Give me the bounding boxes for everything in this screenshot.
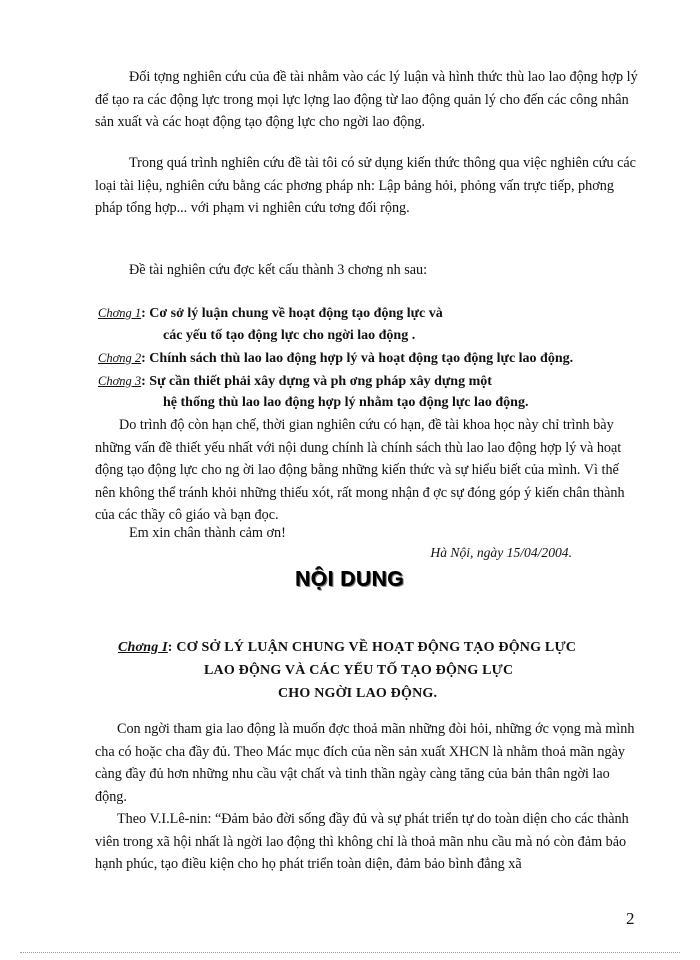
chapter-1-summary-cont: các yếu tố tạo động lực cho ngời lao động . xyxy=(163,328,416,343)
page-number: 2 xyxy=(626,909,635,928)
chapter-2-title: : Chính sách thù lao lao động hợp lý và hoạt động tạo động lực lao động. xyxy=(141,351,574,366)
chapter-1-summary xyxy=(98,302,443,326)
chapter-1-title: : Cơ sở lý luận chung về hoạt động tạo động lực và xyxy=(141,306,443,321)
chapter-3-summary xyxy=(98,370,492,394)
chapter-1-label: Chơng 1 xyxy=(98,306,142,320)
structure-intro: Đề tài nghiên cứu đợc kết cấu thành 3 chơng nh sau: xyxy=(129,262,428,278)
chapter-1-heading-line-3: CHO NGỜI LAO ĐỘNG. xyxy=(278,686,438,701)
chapter-1-heading-line-1 xyxy=(118,636,576,659)
chapter-3-title: : Sự cần thiết phải xây dựng và ph ơng pháp xây dựng một xyxy=(141,374,492,389)
intro-paragraph-2: Trong quá trình nghiên cứu đề tài tôi có sử dụng kiến thức thông qua việc nghiên cứu các loại tài liệu, nghiên cứu bằng các phơng pháp nh: Lập bảng hỏi, phỏng vấn trực tiếp, phơng pháp tổng hợp... với phạm vi nghiên cứu tơng đối rộng. xyxy=(95,155,636,217)
body-paragraph-1: Con ngời tham gia lao động là muốn đợc thoả mãn những đòi hỏi, những ớc vọng mà mình cha có hoặc cha đầy đủ. Theo Mác mục đích của nền sản xuất XHCN là nhằm thoả mãn ngày càng đầy đủ hơn những nhu cầu vật chất và tinh thần ngày càng tăng của bản thân ngời lao động. xyxy=(95,721,635,805)
chapter-2-summary xyxy=(98,347,573,371)
main-heading: NỘI DUNG xyxy=(295,568,405,591)
chapter-2-label: Chơng 2 xyxy=(98,351,142,365)
chapter-1-heading-line-2: LAO ĐỘNG VÀ CÁC YẾU TỐ TẠO ĐỘNG LỰC xyxy=(204,663,514,678)
intro-paragraph-1: Đối tợng nghiên cứu của đề tài nhằm vào các lý luận và hình thức thù lao lao động hợp lý để tạo ra các động lực trong mọi lực lợng lao động từ lao động quản lý cho đến các công nhân sản xuất và các hoạt động tạo động lực cho ngời lao động. xyxy=(95,69,638,131)
closing-paragraph: Do trình độ còn hạn chế, thời gian nghiên cứu có hạn, đề tài khoa học này chỉ trình bày những vấn đề thiết yếu nhất với nội dung chính là chính sách thù lao lao động hợp lý và hoạt động tạo động lực cho ng ời lao động bằng những kiến thức và sự hiểu biết của mình. Vì thế nên không thể tránh khỏi những thiếu xót, rất mong nhận đ ợc sự đóng góp ý kiến chân thành của các thầy cô giáo và bạn đọc. xyxy=(95,417,625,524)
footer-divider xyxy=(20,952,680,953)
chapter-1-heading xyxy=(118,636,576,705)
thanks-line: Em xin chân thành cảm ơn! xyxy=(129,525,286,541)
chapter-1-heading-title: : CƠ SỞ LÝ LUẬN CHUNG VỀ HOẠT ĐỘNG TẠO ĐỘNG LỰC xyxy=(167,640,577,655)
chapter-3-label: Chơng 3 xyxy=(98,374,142,388)
chapter-1-heading-label: Chơng I xyxy=(118,640,168,655)
place-date: Hà Nội, ngày 15/04/2004. xyxy=(430,545,572,560)
chapter-3-summary-cont: hệ thống thù lao lao động hợp lý nhằm tạo động lực lao động. xyxy=(163,395,529,410)
body-paragraph-2: Theo V.I.Lê-nin: “Đảm bảo đời sống đầy đủ và sự phát triển tự do toàn diện cho các thành viên trong xã hội nhất là ngời lao động thì không chỉ là thoả mãn nhu cầu mà nó còn đảm bảo hạnh phúc, tạo điều kiện cho họ phát triển toàn diện, đảm bảo bình đẳng xã xyxy=(95,811,629,873)
